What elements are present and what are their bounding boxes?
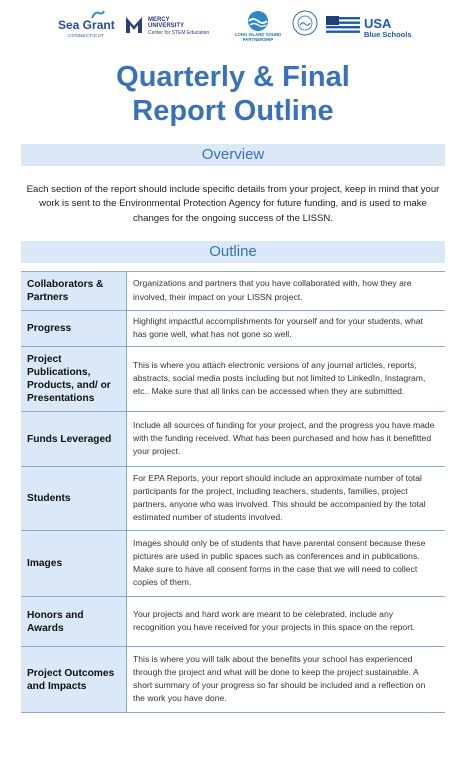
row-description: Include all sources of funding for your project, and the progress you have made with the funding received. What has been purchased and how has it benefitted your project. [133, 419, 435, 457]
row-label: Students [21, 467, 127, 530]
logo-strip [0, 8, 466, 42]
lisp-line1: LONG ISLAND SOUND [234, 32, 282, 37]
lisp-text [228, 32, 288, 42]
row-description: Images should only be of students that have parental consent because these pictures are used in public spaces such as conferences and in publications. Make sure to have all consent forms in the case that we will need to collect copies of them. [133, 537, 426, 588]
table-row [21, 531, 445, 597]
outline-table [21, 271, 445, 713]
row-label: Images [21, 531, 127, 596]
outline-heading: Outline [21, 241, 445, 263]
usa-line1: USA [364, 16, 392, 31]
title-line1: Quarterly & Final [116, 61, 350, 93]
sea-grant-sub: CONNECTICUT [68, 33, 105, 38]
lisp-logo [228, 8, 288, 42]
row-label: Collaborators & Partners [21, 272, 127, 310]
row-description: Organizations and partners that you have collaborated with, how they are involved, their impact on your LISSN project. [133, 278, 412, 302]
row-description: For EPA Reports, your report should include an approximate number of total participants for the project, including teachers, students, families, project partners, anyone who was involved. This should be accompanied by the total estimated number of students involved. [133, 472, 426, 523]
row-description: This is where you attach electronic versions of any journal articles, reports, abstracts, social media posts including but not limited to LinkedIn, Instagram, etc.. Make sure that all links can be accessed when they are submitted. [133, 359, 426, 397]
usa-line2: Blue Schools [364, 30, 412, 39]
mercy-logo [124, 8, 228, 42]
mercy-line3: Center for STEM Education [148, 30, 210, 36]
study-seal-logo [290, 8, 320, 42]
row-label: Funds Leveraged [21, 412, 127, 466]
mercy-line2: UNIVERSITY [148, 23, 185, 29]
table-row [21, 597, 445, 647]
row-label: Progress [21, 311, 127, 346]
row-label: Project Publications, Products, and/ or Presentations [21, 347, 127, 411]
table-row [21, 272, 445, 311]
sea-grant-name: Sea Grant [58, 18, 115, 32]
sea-grant-logo [58, 8, 120, 42]
row-label: Honors and Awards [21, 597, 127, 646]
page-title [0, 60, 466, 128]
sound-wave-icon [244, 10, 272, 32]
flag-icon [326, 16, 360, 36]
table-row [21, 412, 445, 467]
row-description: Highlight impactful accomplishments for yourself and for your students, what has gone well, what has not gone so well. [133, 315, 423, 339]
mercy-m-icon [124, 15, 144, 35]
row-label: Project Outcomes and Impacts [21, 647, 127, 712]
table-row [21, 347, 445, 412]
mercy-line1: MERCY [148, 17, 170, 23]
overview-body: Each section of the report should include specific details from your project, keep in mind that your work is sent to the Environmental Protection Agency for future funding, and is used to make changes for the ongoing success of the LISSN. [26, 184, 440, 224]
row-description: This is where you will talk about the benefits your school has experienced through the project and what will be done to keep the project sustainable. A short summary of your progress so far should be included and a reflection on the work you have done. [133, 653, 426, 704]
seal-icon [292, 10, 318, 36]
overview-heading: Overview [21, 144, 445, 166]
table-row [21, 467, 445, 531]
lisp-line2: PARTNERSHIP [242, 37, 274, 42]
title-line2: Report Outline [132, 95, 334, 127]
table-row [21, 647, 445, 713]
table-row [21, 311, 445, 347]
row-description: Your projects and hard work are meant to be celebrated, include any recognition you have received for your projects in this space on the report. [133, 608, 415, 632]
usa-blue-schools-logo [326, 8, 416, 42]
